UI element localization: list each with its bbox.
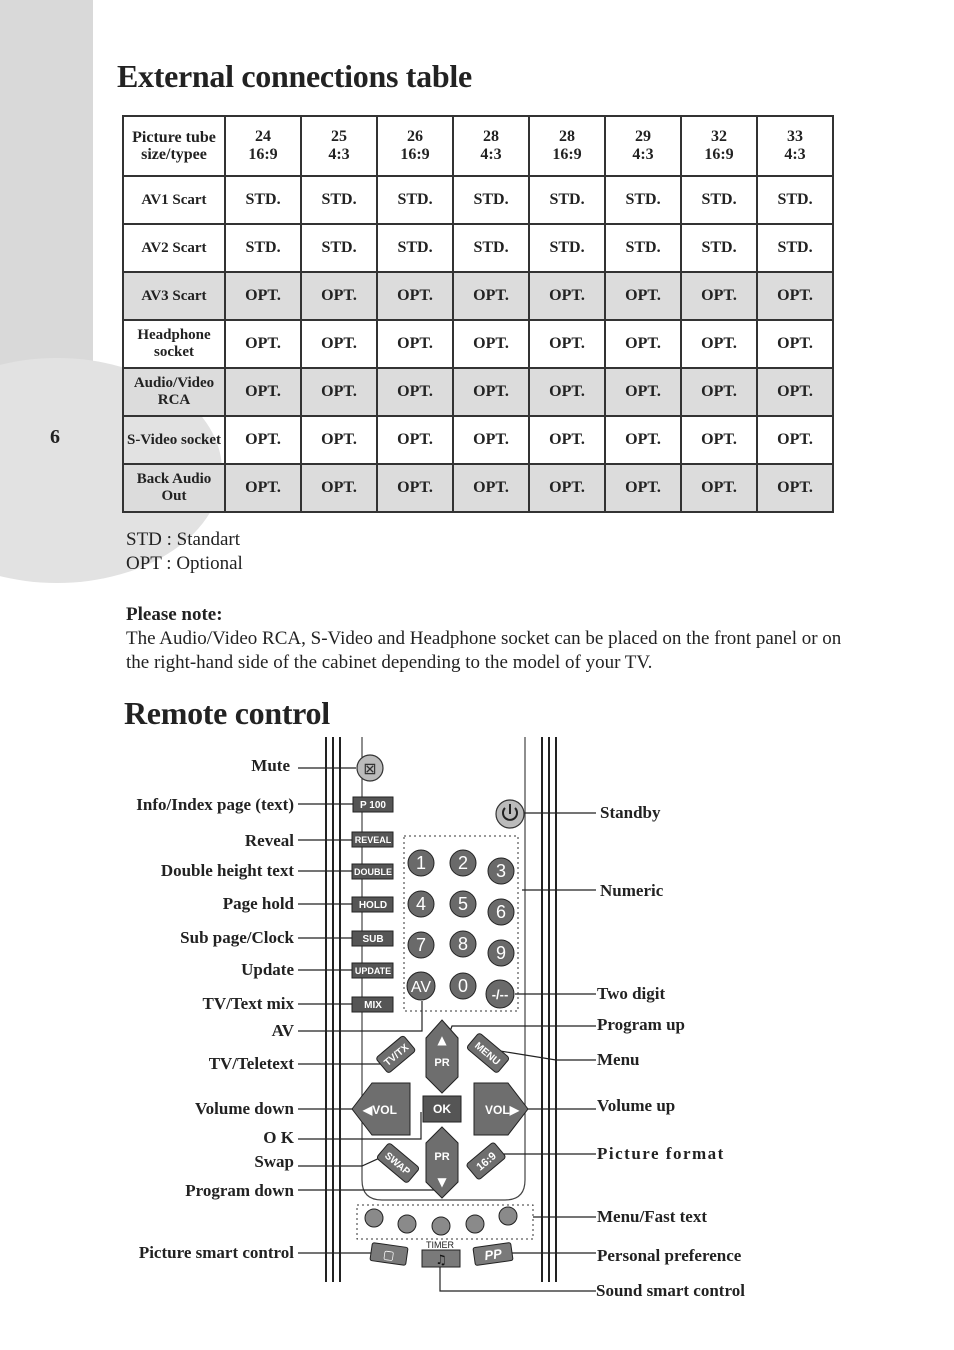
size-header-cell: [453, 116, 529, 176]
size-value: 24: [255, 128, 271, 145]
row-label: AV3 Scart: [123, 272, 225, 320]
table-cell: OPT.: [453, 464, 529, 512]
connections-table: [122, 115, 834, 513]
label-sub-page: Sub page/Clock: [180, 928, 294, 947]
table-cell: STD.: [301, 224, 377, 272]
table-cell: OPT.: [757, 464, 833, 512]
label-reveal: Reveal: [244, 831, 294, 850]
table-cell: STD.: [225, 176, 301, 224]
program-down-label: PR: [434, 1151, 450, 1163]
table-cell: OPT.: [681, 320, 757, 368]
table-cell: OPT.: [529, 272, 605, 320]
row-label: AV1 Scart: [123, 176, 225, 224]
note: [126, 603, 866, 675]
table-cell: STD.: [605, 224, 681, 272]
digit-2-label: 2: [457, 853, 469, 873]
table-cell: OPT.: [757, 416, 833, 464]
table-cell: OPT.: [225, 320, 301, 368]
digit-5-label: 5: [457, 894, 469, 914]
page-number: 6: [50, 426, 60, 448]
digit-3-label: 3: [495, 861, 507, 881]
menu-button[interactable]: [466, 1032, 509, 1073]
size-value: 33: [787, 128, 803, 145]
row-label: Headphone socket: [123, 320, 225, 368]
size-header-cell: [605, 116, 681, 176]
ratio-value: 16:9: [248, 146, 278, 163]
size-value: 29: [635, 128, 651, 145]
timer-label: TIMER: [426, 1240, 454, 1250]
table-row: [123, 416, 833, 464]
table-cell: OPT.: [605, 464, 681, 512]
label-page-hold: Page hold: [222, 894, 294, 913]
size-value: 28: [559, 128, 575, 145]
mix-label: MIX: [364, 1000, 382, 1011]
fast-text-red-button[interactable]: [365, 1209, 383, 1227]
table-cell: OPT.: [529, 416, 605, 464]
up-arrow-icon: ▲: [437, 1033, 447, 1047]
digit-9-label: 9: [495, 943, 507, 963]
two-digit-label: -/--: [491, 987, 509, 1002]
table-cell: OPT.: [681, 416, 757, 464]
table-cell: OPT.: [757, 368, 833, 416]
note-heading: Please note:: [126, 604, 223, 625]
label-tv-teletext: TV/Teletext: [208, 1054, 294, 1073]
label-volume-down: Volume down: [194, 1099, 294, 1118]
row-label: AV2 Scart: [123, 224, 225, 272]
sub-label: SUB: [362, 934, 384, 945]
table-row: [123, 368, 833, 416]
table-cell: OPT.: [529, 464, 605, 512]
label-program-down: Program down: [185, 1181, 294, 1200]
av-label: AV: [410, 979, 432, 996]
table-row: [123, 224, 833, 272]
digit-4-label: 4: [415, 894, 427, 914]
table-cell: STD.: [757, 224, 833, 272]
label-info-index: Info/Index page (text): [136, 795, 294, 814]
table-cell: OPT.: [757, 272, 833, 320]
digit-6-label: 6: [495, 902, 507, 922]
label-numeric: Numeric: [600, 881, 664, 900]
size-value: 28: [483, 128, 499, 145]
table-cell: STD.: [453, 224, 529, 272]
digit-7-label: 7: [415, 935, 427, 955]
tv-teletext-label: TV/TX: [382, 1042, 412, 1069]
table-cell: STD.: [681, 224, 757, 272]
size-header-cell: [377, 116, 453, 176]
menu-fast-text-button[interactable]: [499, 1207, 517, 1225]
digit-8-label: 8: [457, 934, 469, 954]
table-cell: OPT.: [301, 320, 377, 368]
table-cell: STD.: [301, 176, 377, 224]
table-cell: OPT.: [453, 272, 529, 320]
table-cell: OPT.: [301, 272, 377, 320]
label-program-up: Program up: [597, 1015, 685, 1034]
table-cell: OPT.: [605, 272, 681, 320]
picture-smart-button[interactable]: [370, 1243, 408, 1266]
ratio-value: 16:9: [704, 146, 734, 163]
size-header-cell: [225, 116, 301, 176]
picture-format-label: 16:9: [474, 1150, 499, 1174]
update-label: UPDATE: [354, 966, 392, 976]
table-cell: OPT.: [377, 368, 453, 416]
label-picture-format: Picture format: [597, 1144, 725, 1163]
ok-label: OK: [433, 1102, 451, 1116]
table-row: [123, 176, 833, 224]
personal-preference-label: PP: [483, 1245, 503, 1264]
hold-label: HOLD: [358, 900, 388, 911]
table-cell: OPT.: [377, 464, 453, 512]
table-row: [123, 464, 833, 512]
table-cell: OPT.: [225, 464, 301, 512]
program-up-label: PR: [434, 1057, 450, 1069]
swap-button[interactable]: [376, 1142, 419, 1183]
row-label: Back Audio Out: [123, 464, 225, 512]
legend-opt: OPT : Optional: [126, 553, 243, 574]
table-header-row: [123, 116, 833, 176]
table-cell: OPT.: [681, 464, 757, 512]
table-cell: OPT.: [529, 368, 605, 416]
digit-0-label: 0: [457, 976, 469, 996]
table-cell: OPT.: [681, 272, 757, 320]
connections-title: External connections table: [117, 58, 472, 94]
remote-title: Remote control: [124, 695, 330, 731]
table-cell: STD.: [529, 176, 605, 224]
note-text: The Audio/Video RCA, S-Video and Headphone socket can be placed on the front panel or on the right-hand side of the cabinet depending to the model of your TV.: [126, 628, 842, 673]
table-cell: OPT.: [681, 368, 757, 416]
table-cell: OPT.: [225, 272, 301, 320]
table-cell: OPT.: [529, 320, 605, 368]
side-tab-band: [0, 0, 93, 402]
label-tv-text-mix: TV/Text mix: [202, 994, 294, 1013]
table-cell: OPT.: [757, 320, 833, 368]
legend-std: STD : Standart: [126, 529, 240, 550]
label-double-height: Double height text: [160, 861, 294, 880]
row-label: Audio/Video RCA: [123, 368, 225, 416]
label-sound-smart: Sound smart control: [596, 1281, 745, 1300]
table-cell: STD.: [529, 224, 605, 272]
table-cell: OPT.: [453, 320, 529, 368]
table-cell: OPT.: [377, 272, 453, 320]
table-cell: OPT.: [605, 368, 681, 416]
label-ok: O K: [263, 1128, 294, 1147]
size-header-cell: [301, 116, 377, 176]
reveal-label: REVEAL: [354, 835, 392, 845]
p100-label: P 100: [360, 800, 386, 811]
table-cell: OPT.: [225, 368, 301, 416]
table-cell: OPT.: [301, 416, 377, 464]
double-label: DOUBLE: [354, 867, 392, 877]
ratio-value: 4:3: [632, 146, 654, 163]
fast-text-green-button[interactable]: [398, 1215, 416, 1233]
table-cell: OPT.: [377, 416, 453, 464]
label-menu-fast-text: Menu/Fast text: [597, 1207, 708, 1226]
volume-down-label: ◀VOL: [363, 1103, 397, 1117]
label-update: Update: [241, 960, 294, 979]
ratio-value: 4:3: [480, 146, 502, 163]
fast-text-blue-button[interactable]: [466, 1215, 484, 1233]
label-av: AV: [271, 1021, 294, 1040]
digit-1-label: 1: [415, 853, 427, 873]
header-label: Picture tube size/typee: [123, 116, 225, 176]
swap-label: SWAP: [382, 1150, 412, 1178]
size-header-cell: [681, 116, 757, 176]
table-cell: OPT.: [301, 464, 377, 512]
label-volume-up: Volume up: [597, 1096, 676, 1115]
table-cell: STD.: [225, 224, 301, 272]
legend: [126, 528, 243, 576]
table-cell: OPT.: [301, 368, 377, 416]
label-standby: Standby: [600, 803, 661, 822]
ratio-value: 4:3: [784, 146, 806, 163]
label-personal-preference: Personal preference: [597, 1246, 742, 1265]
ratio-value: 16:9: [552, 146, 582, 163]
size-header-cell: [757, 116, 833, 176]
table-cell: STD.: [605, 176, 681, 224]
menu-label: MENU: [472, 1040, 502, 1068]
volume-up-label: VOL▶: [485, 1103, 519, 1117]
picture-smart-icon: ▢: [382, 1247, 396, 1263]
size-value: 25: [331, 128, 347, 145]
label-swap: Swap: [254, 1152, 294, 1171]
row-label: S-Video socket: [123, 416, 225, 464]
label-menu: Menu: [597, 1050, 640, 1069]
ratio-value: 16:9: [400, 146, 430, 163]
table-row: [123, 272, 833, 320]
size-header-cell: [529, 116, 605, 176]
picture-format-button[interactable]: [466, 1142, 506, 1180]
table-cell: OPT.: [377, 320, 453, 368]
label-two-digit: Two digit: [597, 984, 666, 1003]
personal-preference-button[interactable]: [473, 1242, 513, 1265]
label-mute: Mute: [251, 756, 290, 775]
table-cell: OPT.: [605, 320, 681, 368]
fast-text-yellow-button[interactable]: [432, 1217, 450, 1235]
down-arrow-icon: ▼: [437, 1175, 447, 1189]
table-cell: STD.: [377, 176, 453, 224]
table-cell: STD.: [453, 176, 529, 224]
ratio-value: 4:3: [328, 146, 350, 163]
size-value: 26: [407, 128, 423, 145]
table-cell: OPT.: [605, 416, 681, 464]
label-picture-smart: Picture smart control: [138, 1243, 294, 1262]
table-cell: OPT.: [453, 416, 529, 464]
tv-teletext-button[interactable]: [376, 1035, 416, 1073]
table-cell: STD.: [681, 176, 757, 224]
table-cell: STD.: [377, 224, 453, 272]
sound-smart-icon: ♫: [435, 1253, 447, 1268]
table-cell: STD.: [757, 176, 833, 224]
table-row: [123, 320, 833, 368]
table-cell: OPT.: [225, 416, 301, 464]
mute-icon: ⊠: [363, 759, 377, 778]
table-cell: OPT.: [453, 368, 529, 416]
size-value: 32: [711, 128, 727, 145]
